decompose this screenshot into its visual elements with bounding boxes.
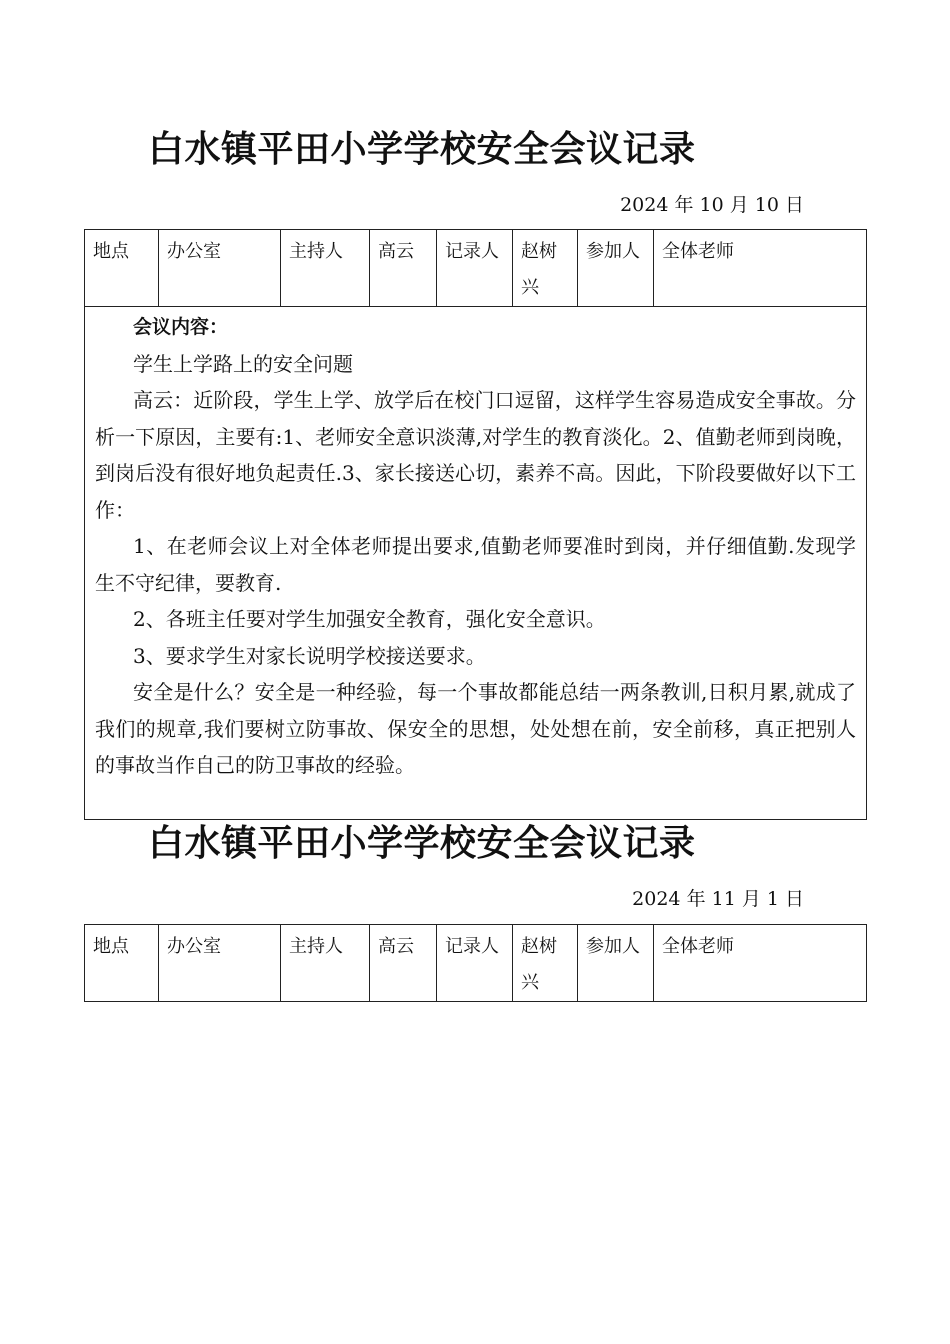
record-2-table bbox=[84, 924, 867, 1002]
host-value: 高云 bbox=[370, 230, 437, 307]
record-1-table bbox=[84, 229, 867, 820]
participants-label: 参加人 bbox=[578, 925, 654, 1002]
record-2-info-row bbox=[85, 925, 867, 1002]
content-paragraph: 2、各班主任要对学生加强安全教育，强化安全意识。 bbox=[133, 607, 606, 631]
recorder-label: 记录人 bbox=[437, 230, 513, 307]
participants-value: 全体老师 bbox=[654, 925, 867, 1002]
record-2-date: 2024 年 11 月 1 日 bbox=[632, 888, 804, 910]
content-paragraph: 1、在老师会议上对全体老师提出要求,值勤老师要准时到岗，并仔细值勤.发现学生不守纪律，要教育. bbox=[95, 534, 856, 595]
participants-label: 参加人 bbox=[578, 230, 654, 307]
record-1-info-row bbox=[85, 230, 867, 307]
location-value: 办公室 bbox=[159, 230, 281, 307]
content-paragraph: 学生上学路上的安全问题 bbox=[133, 351, 353, 376]
participants-value: 全体老师 bbox=[654, 230, 867, 307]
location-label: 地点 bbox=[85, 230, 159, 307]
location-label: 地点 bbox=[85, 925, 159, 1002]
record-1-title: 白水镇平田小学学校安全会议记录 bbox=[148, 129, 696, 170]
record-2-title: 白水镇平田小学学校安全会议记录 bbox=[148, 823, 696, 864]
recorder-value: 赵树兴 bbox=[513, 925, 578, 1002]
content-paragraph: 安全是什么？安全是一种经验，每一个事故都能总结一两条教训,日积月累,就成了我们的规章,我们要树立防事故、保安全的思想，处处想在前，安全前移，真正把别人的事故当作自己的防卫事故的经验。 bbox=[95, 680, 856, 777]
meeting-content bbox=[85, 307, 867, 820]
content-paragraph: 高云：近阶段，学生上学、放学后在校门口逗留，这样学生容易造成安全事故。分析一下原因，主要有:1、老师安全意识淡薄,对学生的教育淡化。2、值勤老师到岗晚，到岗后没有很好地负起责任.3、家长接送心切，素养不高。因此，下阶段要做好以下工作： bbox=[95, 388, 856, 522]
record-1-date: 2024 年 10 月 10 日 bbox=[620, 194, 804, 216]
host-label: 主持人 bbox=[281, 230, 370, 307]
location-value: 办公室 bbox=[159, 925, 281, 1002]
record-1-content-row bbox=[85, 307, 867, 820]
recorder-label: 记录人 bbox=[437, 925, 513, 1002]
host-value: 高云 bbox=[370, 925, 437, 1002]
host-label: 主持人 bbox=[281, 925, 370, 1002]
content-paragraph: 3、要求学生对家长说明学校接送要求。 bbox=[133, 643, 486, 668]
recorder-value: 赵树兴 bbox=[513, 230, 578, 307]
content-heading: 会议内容： bbox=[133, 316, 229, 338]
